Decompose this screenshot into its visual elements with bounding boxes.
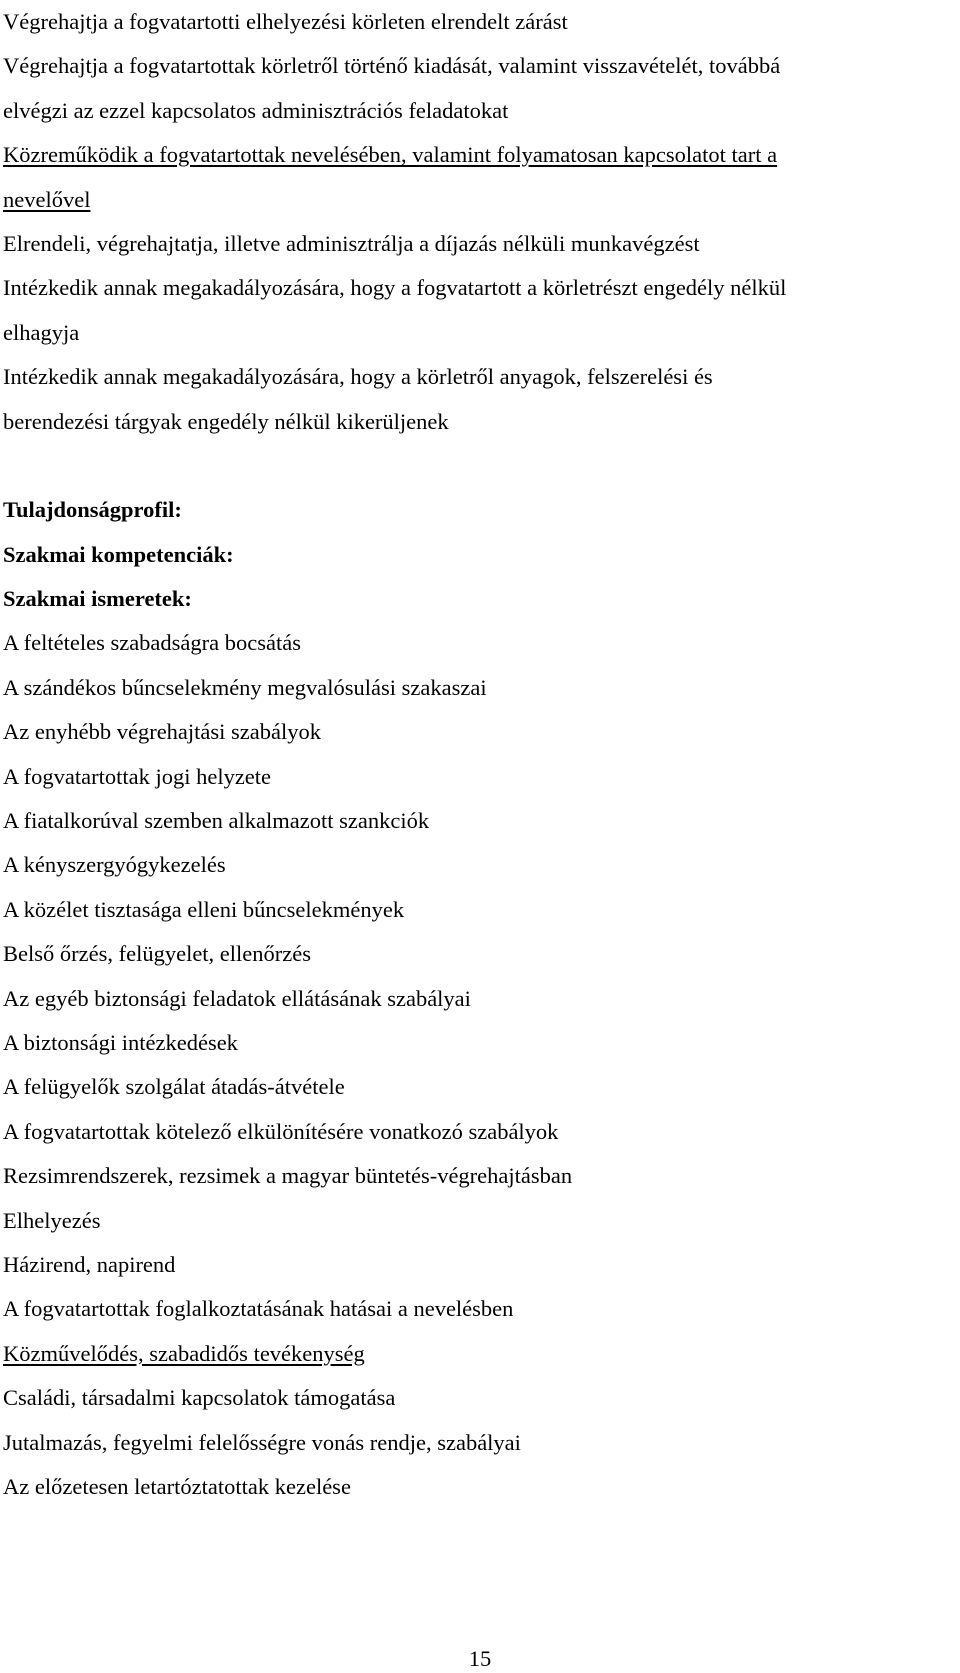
knowledge-item: A biztonsági intézkedések xyxy=(3,1029,238,1055)
knowledge-item: Házirend, napirend xyxy=(3,1251,176,1277)
knowledge-item: A fiatalkorúval szemben alkalmazott szankciók xyxy=(3,808,430,834)
task-line-6: Elrendeli, végrehajtatja, illetve adminisztrálja a díjazás nélküli munkavégzést xyxy=(3,230,700,256)
knowledge-item: A közélet tisztasága elleni bűncselekmények xyxy=(3,896,405,922)
knowledge-item: Belső őrzés, felügyelet, ellenőrzés xyxy=(3,941,312,967)
knowledge-item: Rezsimrendszerek, rezsimek a magyar büntetés-végrehajtásban xyxy=(3,1163,573,1189)
knowledge-item: A feltételes szabadságra bocsátás xyxy=(3,630,301,656)
knowledge-item: Az előzetesen letartóztatottak kezelése xyxy=(3,1473,351,1499)
knowledge-item: A fogvatartottak foglalkoztatásának hatásai a nevelésben xyxy=(3,1296,514,1322)
document-page xyxy=(3,0,943,1509)
task-line-5: nevelővel xyxy=(3,186,91,212)
task-line-1: Végrehajtja a fogvatartotti elhelyezési körleten elrendelt zárást xyxy=(3,9,568,34)
knowledge-item: A kényszergyógykezelés xyxy=(3,852,226,878)
task-line-10: berendezési tárgyak engedély nélkül kikerüljenek xyxy=(3,408,449,434)
task-line-4: Közreműködik a fogvatartottak nevelésében, valamint folyamatosan kapcsolatot tart a xyxy=(3,142,778,168)
knowledge-item: A felügyelők szolgálat átadás-átvétele xyxy=(3,1074,345,1100)
task-line-9: Intézkedik annak megakadályozására, hogy a körletről anyagok, felszerelési és xyxy=(3,364,713,390)
knowledge-item: A szándékos bűncselekmény megvalósulási szakaszai xyxy=(3,674,487,700)
spacer xyxy=(3,444,943,488)
page-number: 15 xyxy=(468,1646,492,1671)
knowledge-item: Az enyhébb végrehajtási szabályok xyxy=(3,719,321,745)
knowledge-item: Jutalmazás, fegyelmi felelősségre vonás rendje, szabályai xyxy=(3,1429,521,1455)
knowledge-item: Az egyéb biztonsági feladatok ellátásának szabályai xyxy=(3,985,471,1011)
knowledge-item: Közművelődés, szabadidős tevékenység xyxy=(3,1340,365,1366)
knowledge-item: Elhelyezés xyxy=(3,1207,101,1233)
knowledge-item: A fogvatartottak jogi helyzete xyxy=(3,763,272,789)
task-line-2: Végrehajtja a fogvatartottak körletről történő kiadását, valamint visszavételét, továbbá xyxy=(3,53,781,79)
heading-profile: Tulajdonságprofil: xyxy=(3,497,182,523)
knowledge-item: A fogvatartottak kötelező elkülönítésére vonatkozó szabályok xyxy=(3,1118,559,1144)
heading-competencies: Szakmai kompetenciák: xyxy=(3,541,234,567)
task-line-8: elhagyja xyxy=(3,319,80,345)
heading-knowledge: Szakmai ismeretek: xyxy=(3,586,192,612)
task-line-7: Intézkedik annak megakadályozására, hogy a fogvatartott a körletrészt engedély nélkül xyxy=(3,275,787,301)
task-line-3: elvégzi az ezzel kapcsolatos adminisztrációs feladatokat xyxy=(3,97,509,123)
knowledge-item: Családi, társadalmi kapcsolatok támogatása xyxy=(3,1385,396,1411)
